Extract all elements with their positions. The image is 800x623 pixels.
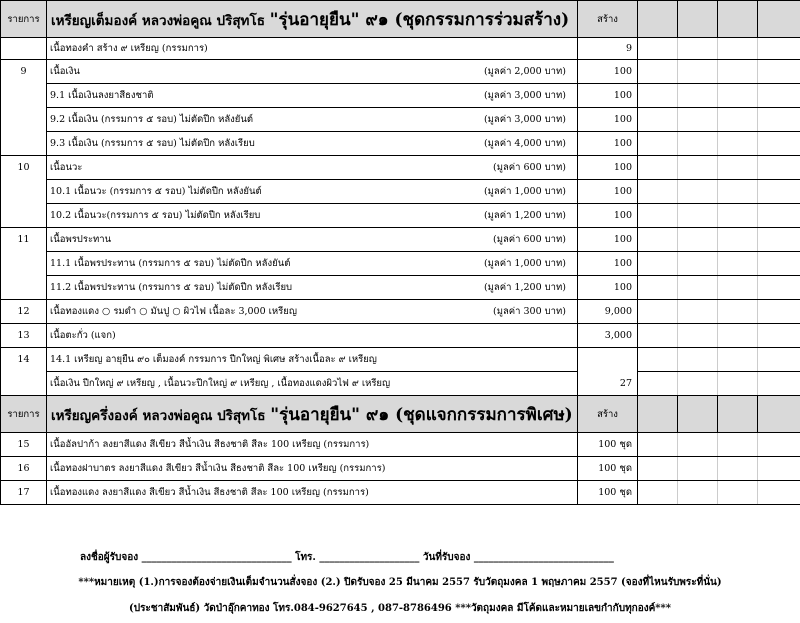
section-header — [1, 1, 800, 38]
table-row: 15 เนื้ออัลปาก้า ลงยาสีแดง สีเขียว สีน้ำเงิน สีธงชาติ สีละ 100 เหรียญ (กรรมการ) 100 ชุด — [1, 433, 800, 457]
section-header: รายการ เหรียญครึ่งองค์ หลวงพ่อคูณ ปริสุทโธ "รุ่นอายุยืน" ๙๑ (ชุดแจกกรรมการพิเศษ) สร้าง — [1, 396, 800, 433]
table-row: 10.1 เนื้อนวะ (กรรมการ ๕ รอบ) ไม่ตัดปีก หลังยันต์ (มูลค่า 1,000 บาท) 100 — [1, 180, 800, 204]
table-row: 12 เนื้อทองแดง ○ รมดำ ○ มันปู ○ ผิวไฟ เนื้อละ 3,000 เหรียญ (มูลค่า 300 บาท) 9,000 — [1, 300, 800, 324]
signature-line: ลงชื่อผู้รับจอง ______________________________ โทร. ____________________ วันที่รับจอง ____________________________ — [80, 552, 614, 563]
table-row: 9 เนื้อเงิน (มูลค่า 2,000 บาท) 100 — [1, 60, 800, 84]
table-row: 11.1 เนื้อพรประทาน (กรรมการ ๕ รอบ) ไม่ตัดปีก หลังยันต์ (มูลค่า 1,000 บาท) 100 — [1, 252, 800, 276]
table-row: 9.3 เนื้อเงิน (กรรมการ ๕ รอบ) ไม่ตัดปีก หลังเรียบ (มูลค่า 4,000 บาท) 100 — [1, 132, 800, 156]
table-row: 11.2 เนื้อพรประทาน (กรรมการ ๕ รอบ) ไม่ตัดปีก หลังเรียบ (มูลค่า 1,200 บาท) 100 — [1, 276, 800, 300]
table-row: เนื้อทองคำ สร้าง ๙ เหรียญ (กรรมการ) 9 — [1, 38, 800, 60]
table-row: 9.1 เนื้อเงินลงยาสีธงชาติ (มูลค่า 3,000 บาท) 100 — [1, 84, 800, 108]
table-row: 16 เนื้อทองฝาบาตร ลงยาสีแดง สีเขียว สีน้ำเงิน สีธงชาติ สีละ 100 เหรียญ (กรรมการ) 100 ชุด — [1, 457, 800, 481]
item-name: เนื้อทองคำ สร้าง ๙ เหรียญ (กรรมการ) — [47, 38, 578, 60]
contact-line: (ประชาสัมพันธ์) วัดป่าอุ๊กคาทอง โทร.084-9627645 , 087-8786496 ***วัตถุมงคล มีโค้ดและหมายเลขกำกับทุกองค์*** — [128, 603, 671, 614]
table-row: 9.2 เนื้อเงิน (กรรมการ ๕ รอบ) ไม่ตัดปีก หลังยันต์ (มูลค่า 3,000 บาท) 100 — [1, 108, 800, 132]
column-header-list: รายการ — [1, 1, 47, 38]
table-row: 13 เนื้อตะกั่ว (แจก) 3,000 — [1, 324, 800, 348]
table-row: 10 เนื้อนวะ (มูลค่า 600 บาท) 100 — [1, 156, 800, 180]
table-row: 11 เนื้อพรประทาน (มูลค่า 600 บาท) 100 — [1, 228, 800, 252]
table-row: 17 เนื้อทองแดง ลงยาสีแดง สีเขียว สีน้ำเงิน สีธงชาติ สีละ 100 เหรียญ (กรรมการ) 100 ชุด — [1, 481, 800, 505]
table-row: 10.2 เนื้อนวะ(กรรมการ ๕ รอบ) ไม่ตัดปีก หลังเรียบ (มูลค่า 1,200 บาท) 100 — [1, 204, 800, 228]
section-title: เหรียญเต็มองค์ หลวงพ่อคูณ ปริสุทโธ "รุ่นอายุยืน" ๙๑ (ชุดกรรมการร่วมสร้าง) — [47, 1, 578, 38]
table-row: 14 14.1 เหรียญ อายุยืน ๙๐ เต็มองค์ กรรมการ ปีกใหญ่ พิเศษ สร้างเนื้อละ ๙ เหรียญ — [1, 348, 800, 372]
column-header-build: สร้าง — [578, 1, 638, 38]
remark-note: ***หมายเหตุ (1.)การจองต้องจ่ายเงินเต็มจำนวนสั่งจอง (2.) ปิดรับจอง 25 มีนาคม 2557 รับวัตถุมงคล 1 พฤษภาคม 2557 (จองที่ไหนรับพระที่นั่น) — [78, 577, 722, 588]
table-row: เนื้อเงิน ปีกใหญ่ ๙ เหรียญ , เนื้อนวะปีกใหญ่ ๙ เหรียญ , เนื้อทองแดงผิวไฟ ๙ เหรียญ 27 — [1, 372, 800, 396]
